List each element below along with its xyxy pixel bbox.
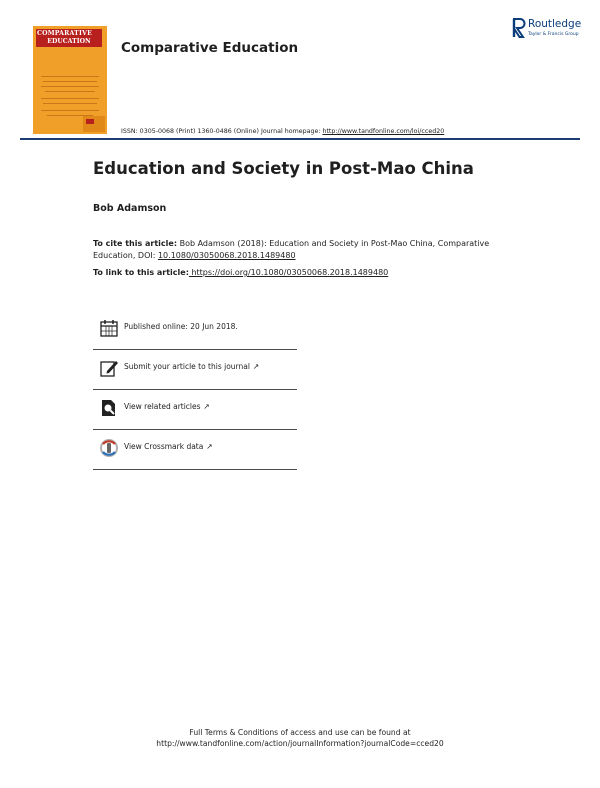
journal-title[interactable]: Comparative Education — [121, 40, 299, 56]
publisher-subtitle: Taylor & Francis Group — [528, 32, 579, 37]
article-author: Bob Adamson — [93, 203, 167, 214]
crossmark-row[interactable] — [93, 430, 297, 470]
published-online-row — [93, 310, 297, 350]
routledge-r-icon — [512, 18, 526, 38]
related-articles-row[interactable] — [93, 390, 297, 430]
issn-line — [121, 128, 444, 135]
footer-line-1: Full Terms & Conditions of access and use can be found at — [189, 728, 411, 737]
journal-cover-image — [33, 26, 107, 134]
journal-homepage-link[interactable]: http://www.tandfonline.com/loi/cced20 — [322, 128, 445, 135]
row-divider — [93, 469, 297, 471]
article-actions — [93, 310, 297, 470]
submit-article-row[interactable] — [93, 350, 297, 390]
citation-text: Bob Adamson (2018): Education and Society in Post-Mao China, Comparative Education, DOI: — [93, 239, 490, 260]
terms-footer — [0, 727, 600, 749]
issn-text: ISSN: 0305-0068 (Print) 1360-0486 (Online) Journal homepage: — [121, 128, 323, 135]
related-articles-label[interactable]: View related articles ↗ — [124, 402, 210, 411]
calendar-icon — [99, 318, 119, 338]
header-divider — [20, 138, 580, 140]
citation-label: To cite this article: — [93, 239, 178, 248]
external-link-icon: ↗ — [206, 442, 213, 451]
submit-article-label[interactable]: Submit your article to this journal ↗ — [124, 362, 260, 371]
publisher-name: Routledge — [528, 18, 582, 30]
article-title: Education and Society in Post-Mao China — [93, 159, 474, 178]
crossmark-label[interactable]: View Crossmark data ↗ — [124, 442, 213, 451]
article-link-line — [93, 268, 388, 277]
external-link-icon: ↗ — [252, 362, 260, 371]
link-label: To link to this article: — [93, 268, 189, 277]
cover-title-line2: EDUCATION — [47, 38, 91, 45]
cover-publisher-logo — [83, 116, 105, 132]
citation-block — [93, 238, 523, 261]
crossmark-icon — [99, 438, 119, 458]
external-link-icon: ↗ — [203, 402, 210, 411]
search-document-icon — [99, 398, 119, 418]
cover-title-line1: COMPARATIVE — [37, 30, 92, 37]
published-online-label: Published online: 20 Jun 2018. — [124, 322, 238, 331]
edit-icon — [99, 358, 119, 378]
doi-link[interactable]: 10.1080/03050068.2018.1489480 — [157, 250, 296, 260]
footer-terms-link[interactable]: http://www.tandfonline.com/action/journalInformation?journalCode=cced20 — [156, 739, 444, 748]
article-doi-url[interactable]: https://doi.org/10.1080/03050068.2018.1489480 — [188, 268, 389, 277]
